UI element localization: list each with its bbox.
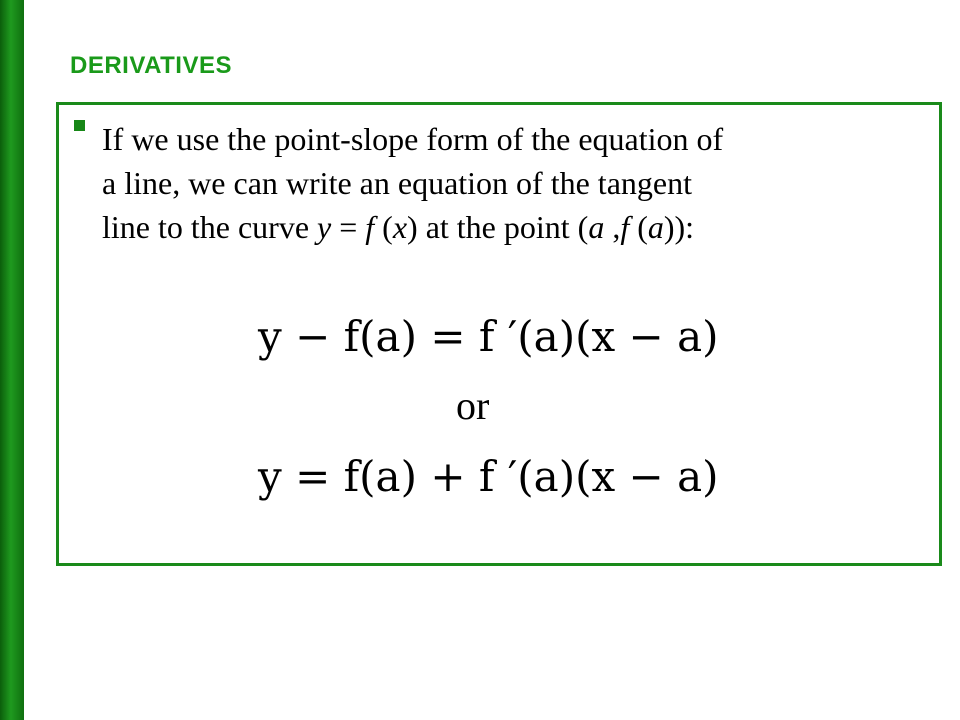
bullet-line-3 — [102, 205, 937, 249]
var-y: y — [317, 209, 332, 245]
paren-close: ) — [407, 209, 418, 245]
var-x: x — [392, 209, 408, 245]
equation-point-slope: y − f(a) = f ′(a)(x − a) — [258, 312, 719, 361]
slide-title: DERIVATIVES — [70, 52, 232, 79]
paren-open: ( — [374, 209, 393, 245]
paren-open: ( — [629, 209, 648, 245]
text-segment: at the point ( — [417, 209, 589, 245]
var-a: a — [588, 209, 605, 245]
var-f: f — [365, 209, 375, 245]
equation-or: or — [456, 383, 490, 428]
bullet-text — [102, 117, 937, 249]
bullet-line-2: a line, we can write an equation of the tangent — [102, 165, 692, 201]
equation-tangent-line: y = f(a) + f ′(a)(x − a) — [258, 452, 719, 501]
equals-sign: = — [331, 209, 366, 245]
bullet-line-1: If we use the point-slope form of the equation of — [102, 121, 724, 157]
var-f: f — [620, 209, 630, 245]
square-bullet-icon — [74, 120, 85, 131]
text-segment: line to the curve — [102, 209, 318, 245]
comma: , — [604, 209, 621, 245]
var-a: a — [647, 209, 664, 245]
left-accent-bar — [0, 0, 24, 720]
closing: )): — [663, 209, 695, 245]
